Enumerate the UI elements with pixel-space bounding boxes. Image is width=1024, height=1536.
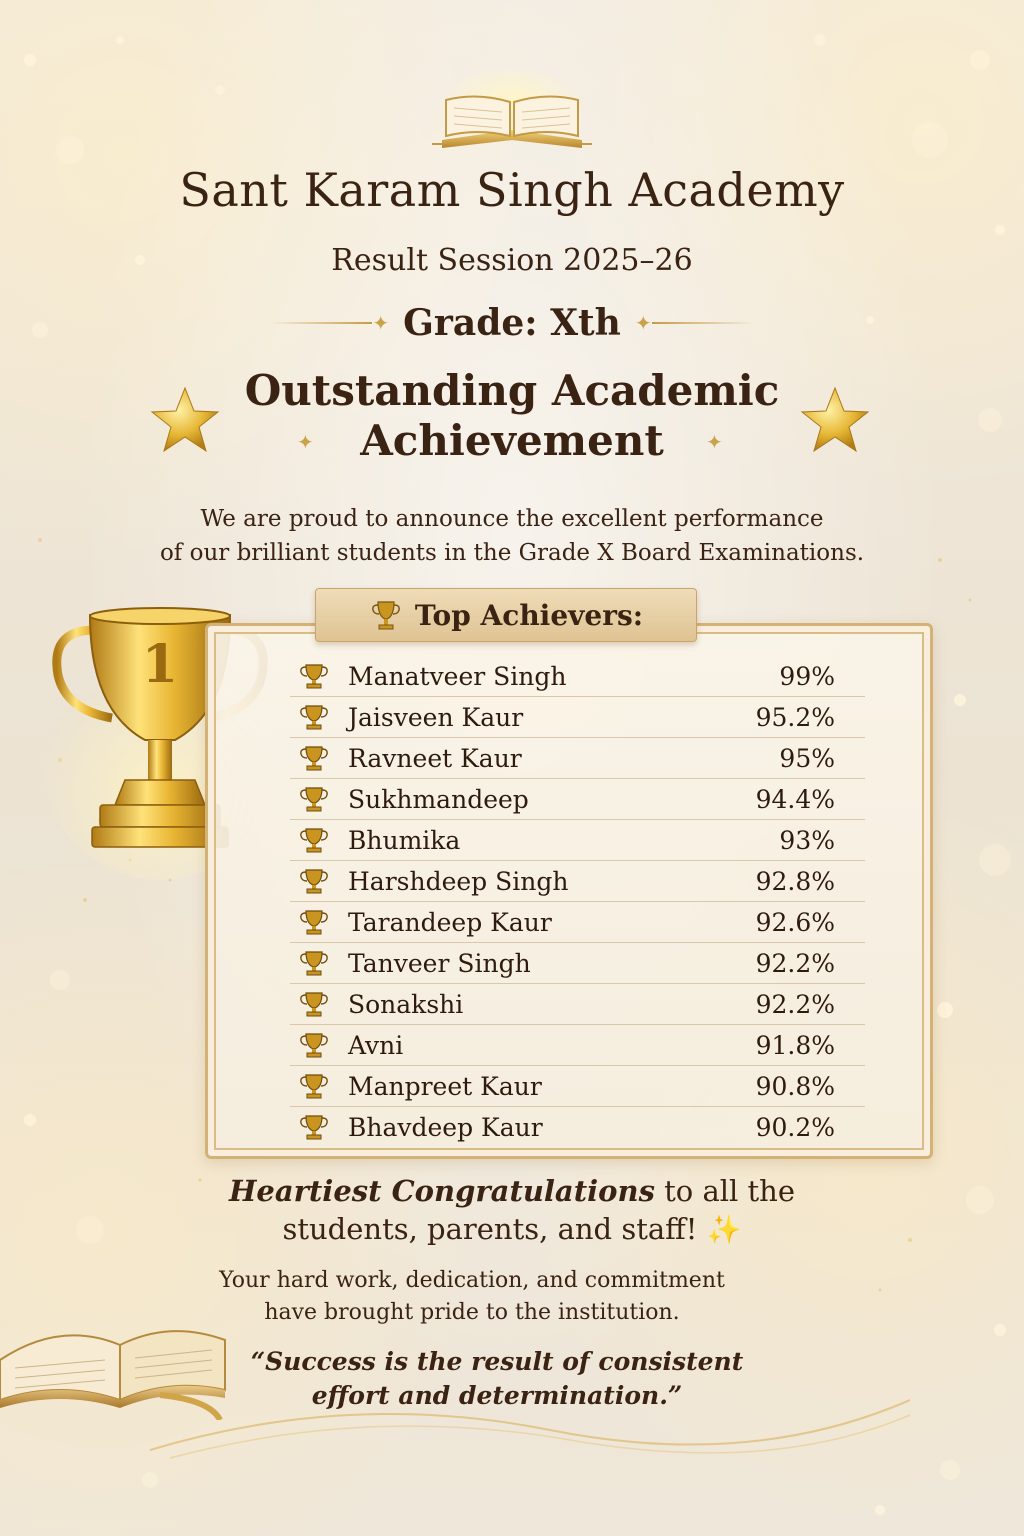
cup-icon	[298, 867, 330, 895]
student-score: 90.8%	[755, 1071, 835, 1101]
school-name: Sant Karam Singh Academy	[179, 163, 845, 217]
congratulations-line-2-text: students, parents, and staff!	[282, 1212, 698, 1246]
student-name: Bhumika	[348, 825, 461, 855]
cup-icon	[298, 990, 330, 1018]
divider-left	[270, 322, 372, 324]
cup-icon	[298, 1031, 330, 1059]
table-row	[290, 1025, 865, 1066]
congratulations-rest: to all the	[654, 1174, 796, 1208]
student-name: Sukhmandeep	[348, 784, 529, 814]
congratulations-line-1	[0, 1172, 1024, 1210]
headline-line-2: Achievement	[360, 416, 664, 465]
cup-icon	[298, 826, 330, 854]
student-name: Tanveer Singh	[348, 948, 531, 978]
student-score: 94.4%	[755, 784, 835, 814]
student-name: Harshdeep Singh	[348, 866, 569, 896]
table-row	[290, 861, 865, 902]
congratulations-emphasis: Heartiest Congratulations	[228, 1174, 655, 1208]
student-score: 93%	[779, 825, 835, 855]
achievers-list	[290, 656, 865, 1147]
headline-line-1: Outstanding Academic	[244, 366, 780, 415]
intro-line-2: of our brilliant students in the Grade X Board Examinations.	[159, 540, 865, 566]
table-row	[290, 738, 865, 779]
cup-icon	[298, 662, 330, 690]
table-row	[290, 984, 865, 1025]
trophy-rank: 1	[141, 634, 179, 695]
student-score: 91.8%	[755, 1030, 835, 1060]
open-book-icon	[432, 70, 592, 160]
cup-icon	[298, 1113, 330, 1141]
table-row	[290, 1066, 865, 1107]
student-name: Sonakshi	[348, 989, 464, 1019]
congratulations-text	[0, 1172, 1024, 1249]
cup-icon	[298, 785, 330, 813]
table-row	[290, 697, 865, 738]
cup-icon	[298, 1072, 330, 1100]
cup-icon	[369, 598, 403, 632]
star-icon	[150, 385, 220, 455]
student-name: Tarandeep Kaur	[348, 907, 552, 937]
student-score: 92.6%	[755, 907, 835, 937]
divider-right	[652, 322, 754, 324]
grade-row	[270, 298, 754, 348]
student-name: Manatveer Singh	[348, 661, 567, 691]
cup-icon	[298, 703, 330, 731]
grade-label: Grade: Xth	[403, 302, 621, 344]
student-score: 92.2%	[755, 989, 835, 1019]
table-row	[290, 902, 865, 943]
intro-text	[0, 502, 1024, 570]
result-session: Result Session 2025–26	[331, 243, 693, 278]
student-score: 92.2%	[755, 948, 835, 978]
achievers-banner	[315, 588, 697, 642]
student-name: Avni	[348, 1030, 404, 1060]
sparkle-icon: ✨	[706, 1213, 742, 1246]
student-score: 92.8%	[755, 866, 835, 896]
achievers-title: Top Achievers:	[414, 598, 644, 632]
student-name: Jaisveen Kaur	[348, 702, 524, 732]
star-icon: ✦	[706, 430, 723, 454]
table-row	[290, 656, 865, 697]
cup-icon	[298, 744, 330, 772]
intro-line-1: We are proud to announce the excellent performance	[200, 506, 824, 532]
cup-icon	[298, 949, 330, 977]
table-row	[290, 943, 865, 984]
congratulations-line-2	[0, 1210, 1024, 1249]
table-row	[290, 779, 865, 820]
student-score: 95.2%	[755, 702, 835, 732]
quote-line-1: “Success is the result of consistent	[250, 1347, 744, 1376]
star-icon: ✦	[297, 430, 314, 454]
student-name: Ravneet Kaur	[348, 743, 522, 773]
cup-icon	[298, 908, 330, 936]
message-line-2: have brought pride to the institution.	[264, 1300, 680, 1325]
star-icon: ✦	[634, 311, 652, 335]
table-row	[290, 820, 865, 861]
student-score: 90.2%	[755, 1112, 835, 1142]
table-row	[290, 1107, 865, 1147]
student-score: 99%	[779, 661, 835, 691]
student-score: 95%	[779, 743, 835, 773]
quote-line-2: effort and determination.”	[311, 1381, 683, 1410]
star-icon: ✦	[372, 311, 390, 335]
star-icon	[800, 385, 870, 455]
message-line-1: Your hard work, dedication, and commitment	[219, 1268, 725, 1293]
open-book-icon	[0, 1300, 240, 1420]
student-name: Bhavdeep Kaur	[348, 1112, 543, 1142]
student-name: Manpreet Kaur	[348, 1071, 542, 1101]
